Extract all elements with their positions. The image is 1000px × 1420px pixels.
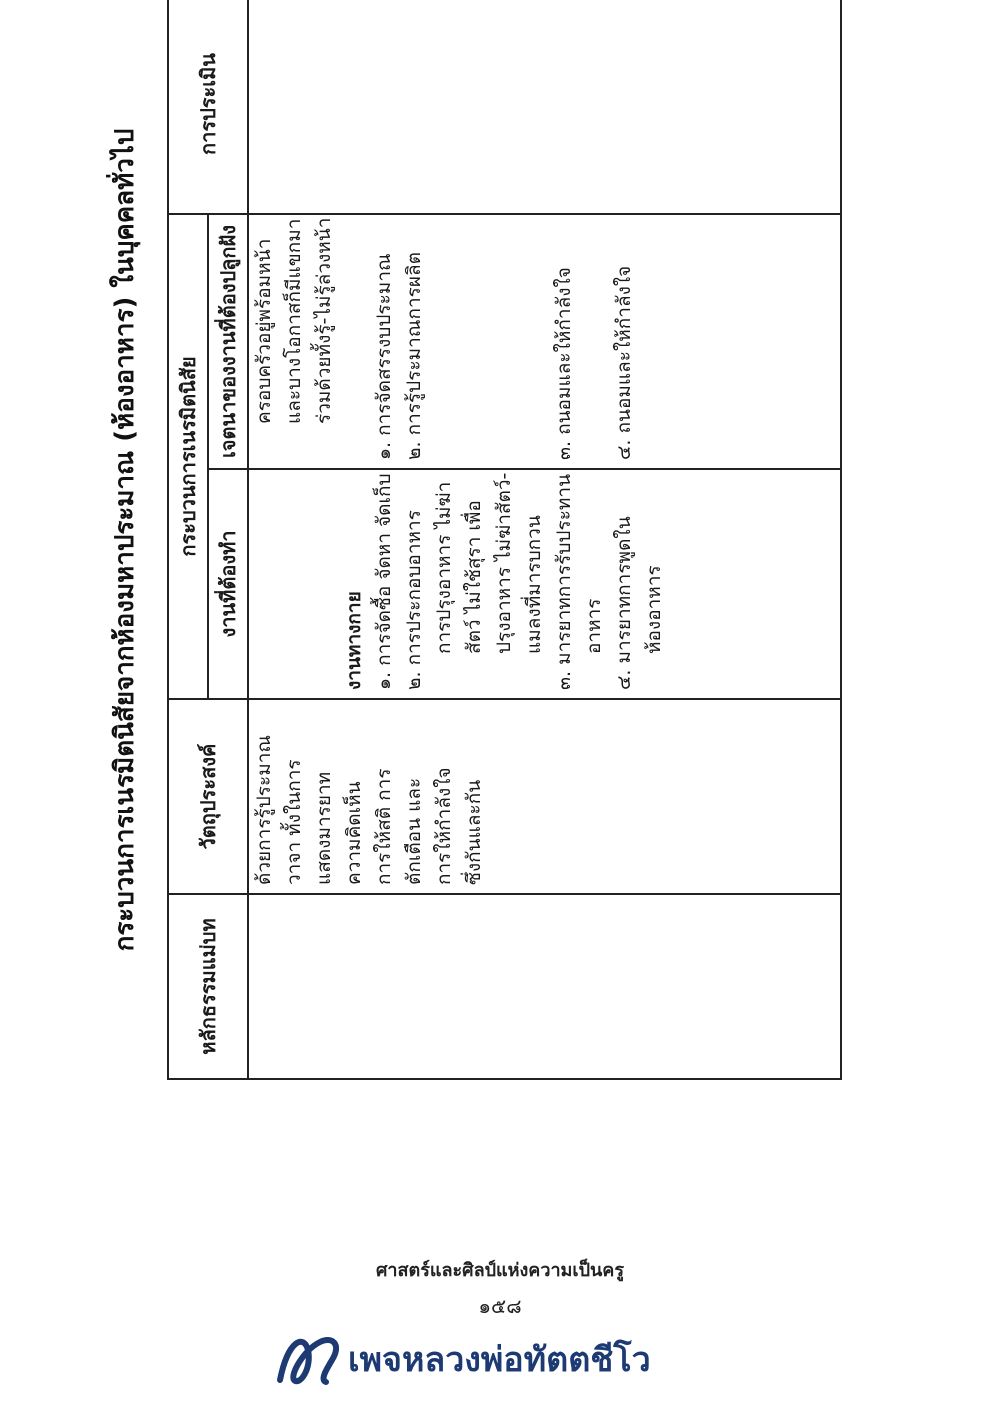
intent-line: ครอบครัวอยู่พร้อมหน้า: [253, 238, 275, 424]
task-line: อาหาร: [583, 598, 605, 654]
objective-line: ความคิดเห็น: [343, 781, 365, 885]
intent-line: [459, 223, 489, 460]
intent-line: และบางโอกาสก็มีแขกมา: [283, 218, 305, 424]
objective-line: การให้สติ การ: [373, 768, 395, 885]
principle-cell: [248, 894, 841, 1079]
intent-line: [519, 223, 549, 460]
intent-line: ๑. การจัดสรรงบประมาณ: [373, 253, 395, 460]
intent-line: [429, 223, 459, 460]
header-process: กระบวนการเนรมิตนิสัย: [168, 214, 208, 699]
task-line: ๓. มารยาทการรับประทาน: [553, 473, 575, 690]
intent-line: ๔. ถนอมและให้กำลังใจ: [613, 265, 635, 460]
objective-line: ตักเตือน และ: [403, 777, 425, 885]
task-line: การปรุงอาหาร ไม่ฆ่า: [433, 481, 455, 654]
task-line: สัตว์ ไม่ใช้สุรา เพื่อ: [463, 500, 485, 654]
header-principle: หลักธรรมแม่บท: [168, 894, 248, 1079]
task-line: งานทางกาย: [343, 591, 365, 690]
intent-cell: [248, 214, 841, 469]
task-line: [309, 478, 339, 690]
intent-line: [339, 223, 369, 460]
intent-line: [489, 223, 519, 460]
header-evaluation: การประเมิน: [168, 0, 248, 214]
objective-line: การให้กำลังใจ: [433, 767, 455, 885]
intent-line: ๒. การรู้ประมาณการผลิต: [403, 252, 425, 460]
calligraphy-mark-icon: [270, 1320, 350, 1400]
objective-cell: [248, 699, 841, 894]
task-line: ๒. การประกอบอาหาร: [403, 510, 425, 690]
task-line: ๔. มารยาทการพูดใน: [613, 516, 635, 690]
process-table: [167, 0, 842, 1080]
objective-line: วาจา ทั้งในการ: [283, 759, 305, 885]
rotated-page-content: [95, 0, 835, 1100]
objective-line: แสดงมารยาท: [313, 771, 335, 885]
task-line: แมลงที่มารบกวน: [523, 515, 545, 654]
task-line: [279, 478, 309, 690]
intent-line: ร่วมด้วยทั้งรู้-ไม่รู้ล่วงหน้า: [313, 217, 335, 424]
tasks-cell: [248, 469, 841, 699]
footer-caption: ศาสตร์และศิลป์แห่งความเป็นครู: [375, 1260, 625, 1281]
page-logo: [270, 1320, 730, 1400]
page-number: ๑๕๘: [478, 1294, 522, 1318]
intent-line: [579, 223, 609, 460]
objective-line: ด้วยการรู้ประมาณ: [253, 734, 275, 885]
header-tasks: งานที่ต้องทำ: [208, 469, 248, 699]
header-intent: เจตนาของงานที่ต้องปลูกฝัง: [208, 214, 248, 469]
page-title: กระบวนการเนรมิตนิสัยจากห้องมหาประมาณ (ห้องอาหาร) ในบุคคลทั่วไป: [110, 128, 140, 952]
task-line: ๑. การจัดซื้อ จัดหา จัดเก็บ: [373, 473, 395, 690]
evaluation-cell: [248, 0, 841, 214]
task-line: ห้องอาหาร: [643, 565, 665, 654]
objective-line: ซึ่งกันและกัน: [463, 779, 485, 885]
logo-text: เพจหลวงพ่อทัตตชีโว: [348, 1340, 651, 1380]
header-objective: วัตถุประสงค์: [168, 699, 248, 894]
intent-line: ๓. ถนอมและให้กำลังใจ: [553, 267, 575, 460]
task-line: [249, 478, 279, 690]
task-line: ปรุงอาหาร ไม่ฆ่าสัตว์-: [493, 472, 515, 654]
